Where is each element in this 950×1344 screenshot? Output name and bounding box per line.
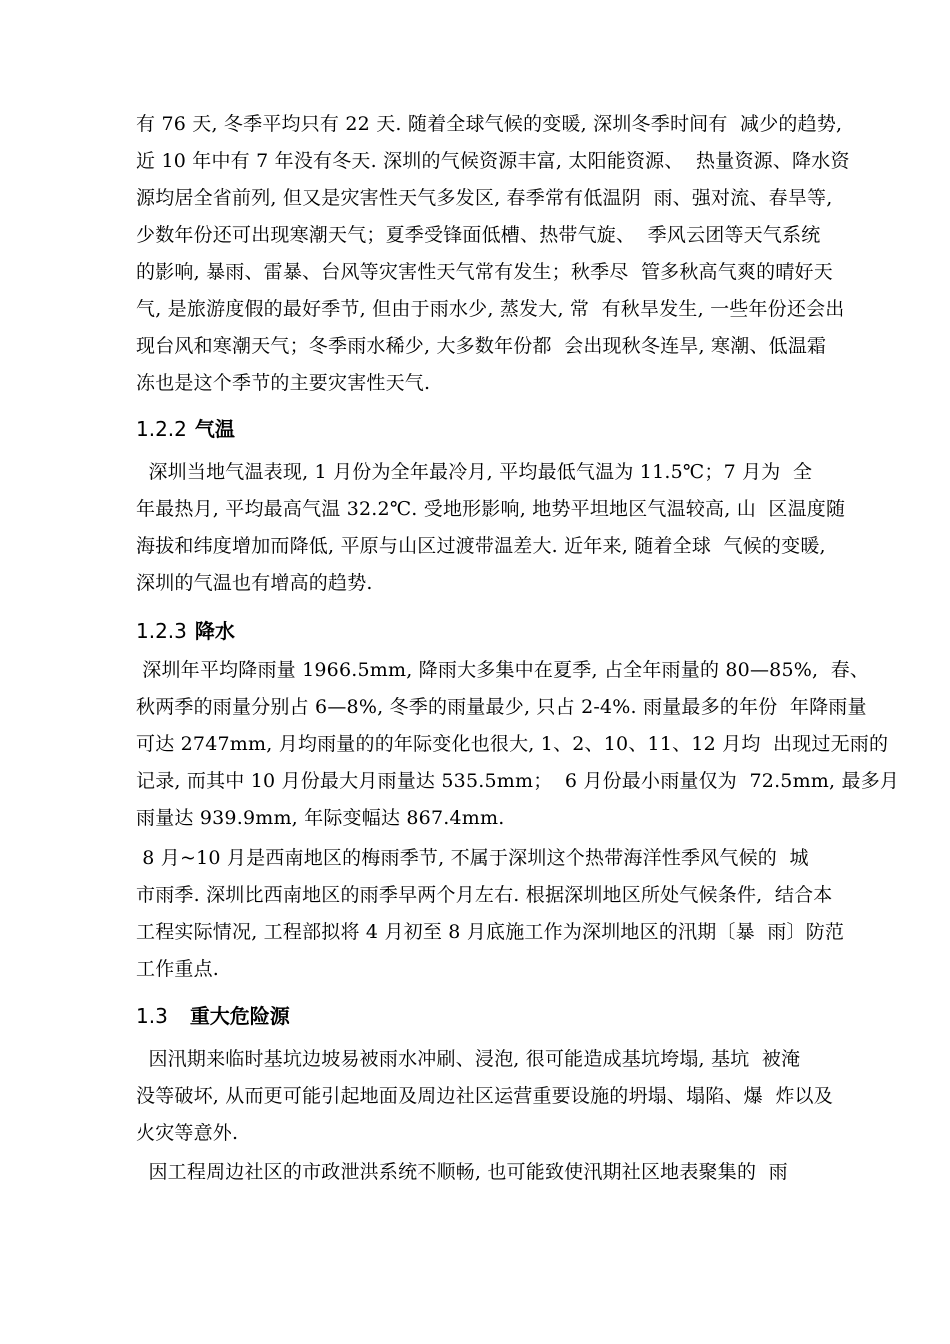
paragraph-line: 近 10 年中有 7 年没有冬天. 深圳的气候资源丰富, 太阳能资源、 热量资源、降水资	[136, 150, 850, 172]
section-title: 重大危险源	[189, 1004, 290, 1028]
paragraph-line: 有 76 天, 冬季平均只有 22 天. 随着全球气候的变暖, 深圳冬季时间有 减少的趋势,	[136, 113, 843, 135]
paragraph-line: 现台风和寒潮天气；冬季雨水稀少, 大多数年份都 会出现秋冬连旱, 寒潮、低温霜	[136, 335, 827, 357]
section-title: 降水	[194, 619, 235, 643]
paragraph-line: 深圳年平均降雨量 1966.5mm, 降雨大多集中在夏季, 占全年雨量的 80—85%, 春、	[136, 659, 870, 681]
paragraph-line: 雨量达 939.9mm, 年际变幅达 867.4mm.	[136, 807, 505, 829]
paragraph-line: 海拔和纬度增加而降低, 平原与山区过渡带温差大. 近年来, 随着全球 气候的变暖,	[136, 535, 826, 557]
paragraph-line: 没等破坏, 从而更可能引起地面及周边社区运营重要设施的坍塌、塌陷、爆 炸以及	[136, 1085, 833, 1107]
paragraph-line: 秋两季的雨量分别占 6—8%, 冬季的雨量最少, 只占 2-4%. 雨量最多的年份 年降雨量	[136, 696, 867, 718]
paragraph-line: 因汛期来临时基坑边坡易被雨水冲刷、浸泡, 很可能造成基坑垮塌, 基坑 被淹	[136, 1048, 801, 1070]
paragraph-line: 少数年份还可出现寒潮天气；夏季受锋面低槽、热带气旋、 季风云团等天气系统	[136, 224, 821, 246]
paragraph-line: 源均居全省前列, 但又是灾害性天气多发区, 春季常有低温阴 雨、强对流、春旱等,	[136, 187, 833, 209]
section-heading-temperature	[136, 416, 235, 442]
paragraph-line: 因工程周边社区的市政泄洪系统不顺畅, 也可能致使汛期社区地表聚集的 雨	[136, 1161, 788, 1183]
section-number: 1.2.2	[136, 417, 187, 441]
paragraph-line: 记录, 而其中 10 月份最大月雨量达 535.5mm； 6 月份最小雨量仅为 72.5mm, 最多月	[136, 770, 900, 792]
paragraph-line: 气, 是旅游度假的最好季节, 但由于雨水少, 蒸发大, 常 有秋旱发生, 一些年份还会出	[136, 298, 845, 320]
paragraph-line: 深圳当地气温表现, 1 月份为全年最冷月, 平均最低气温为 11.5℃；7 月为 全	[136, 461, 813, 483]
paragraph-line: 火灾等意外.	[136, 1122, 239, 1144]
paragraph-line: 的影响, 暴雨、雷暴、台风等灾害性天气常有发生；秋季尽 管多秋高气爽的晴好天	[136, 261, 833, 283]
section-number: 1.2.3	[136, 619, 187, 643]
paragraph-line: 深圳的气温也有增高的趋势.	[136, 572, 373, 594]
paragraph-line: 市雨季. 深圳比西南地区的雨季早两个月左右. 根据深圳地区所处气候条件, 结合本	[136, 884, 833, 906]
paragraph-line: 可达 2747mm, 月均雨量的的年际变化也很大, 1、2、10、11、12 月均 出现过无雨的	[136, 733, 889, 755]
section-number: 1.3	[136, 1004, 168, 1028]
paragraph-line: 冻也是这个季节的主要灾害性天气.	[136, 372, 431, 394]
paragraph-line: 8 月~10 月是西南地区的梅雨季节, 不属于深圳这个热带海洋性季风气候的 城	[136, 847, 809, 869]
section-heading-major-hazards	[136, 1003, 290, 1029]
paragraph-line: 工程实际情况, 工程部拟将 4 月初至 8 月底施工作为深圳地区的汛期〔暴 雨〕防范	[136, 921, 845, 943]
section-title: 气温	[194, 417, 235, 441]
paragraph-line: 年最热月, 平均最高气温 32.2℃. 受地形影响, 地势平坦地区气温较高, 山 区温度随	[136, 498, 846, 520]
section-heading-precipitation	[136, 618, 235, 644]
paragraph-line: 工作重点.	[136, 958, 220, 980]
